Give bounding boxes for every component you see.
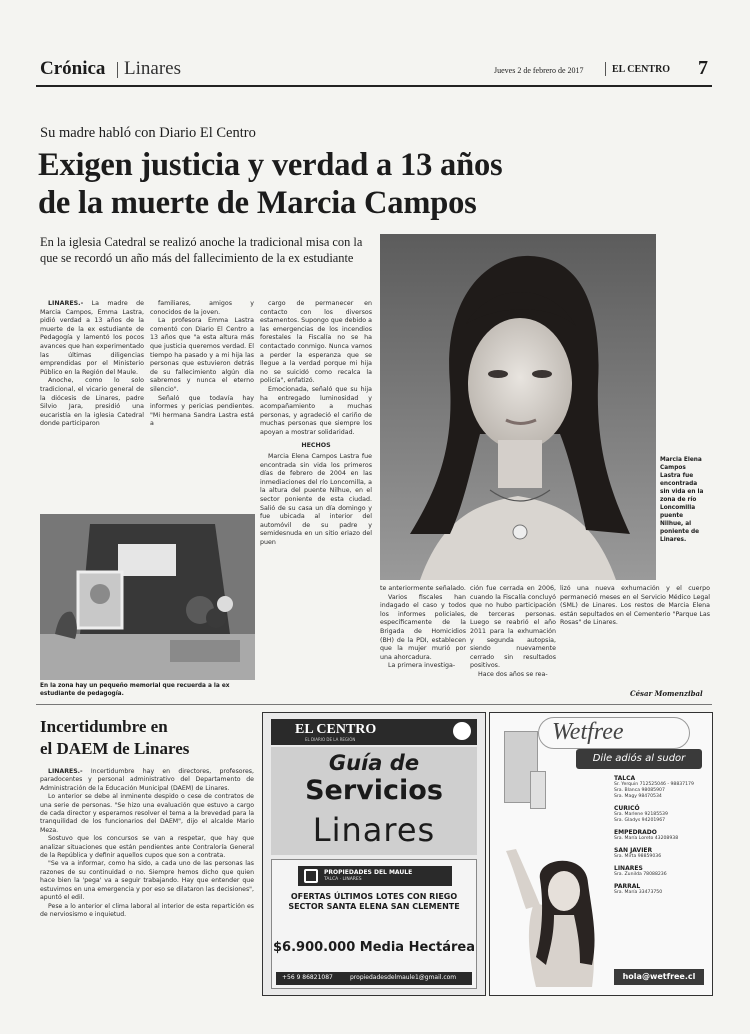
contact-bar — [276, 972, 472, 985]
company-name: PROPIEDADES DEL MAULE — [324, 869, 413, 876]
header-divider — [117, 62, 118, 78]
paragraph: "Se va a informar, como ha sido, a cada uno de las personas las razones de su continuidad o no. Siempre hemos dicho que quien hace bien la 'pega' va a seguir trabajando. Hay que entender que estuvimos en una emergencia y por eso se dilataron las decisiones", apuntó el edil. — [40, 860, 254, 902]
product-bottle-icon — [530, 771, 546, 809]
location-city: LINARES — [614, 865, 643, 872]
distributor-location — [614, 847, 708, 860]
paragraph: Pese a lo anterior el clima laboral al interior de esta repartición es de nerviosismo e inquietud. — [40, 902, 254, 918]
dateline: LINARES.- — [48, 300, 84, 307]
section-rule — [36, 704, 712, 705]
article-title-line: Exigen justicia y verdad a 13 años — [38, 147, 503, 183]
location-city: EMPEDRADO — [614, 829, 657, 836]
ad-masthead: EL CENTRO — [295, 722, 377, 737]
article-kicker: Su madre habló con Diario El Centro — [40, 125, 256, 141]
location-city: PARRAL — [614, 883, 641, 890]
photo-caption: Marcia Elena Campos Lastra fue encontrada sin vida en la zona de río Loncomilla puente Nilhue, al poniente de Linares. — [660, 457, 704, 543]
article-byline: César Momenzibal — [630, 689, 703, 698]
paragraph: La profesora Emma Lastra comentó con Diario El Centro a 13 años que "a esta altura más que justicia queremos verdad. El tiempo ha pasado y a mi hija las personas que estuvieron detrás de su fallecimiento algún día sabremos y nunca el eterno silencio". — [150, 317, 254, 393]
location-contact: Sra. Zunilda 78088236 — [614, 872, 667, 877]
side-article-title — [40, 716, 189, 760]
location-contact: Sra. María Loreto 43208938 — [614, 836, 679, 841]
side-article-title-line: Incertidumbre en — [40, 717, 168, 736]
article-column — [470, 585, 556, 685]
location-contact: Sra. Gladys 94201967 — [614, 818, 666, 823]
header-rule — [36, 85, 712, 87]
article-column — [560, 585, 710, 685]
issue-date: Jueves 2 de febrero de 2017 — [494, 66, 584, 75]
ad-city-text: Linares — [312, 811, 436, 849]
location-contact: Sr. Yerquin 712525046 - 98837179 — [614, 782, 694, 787]
side-article-title-line: el DAEM de Linares — [40, 739, 190, 758]
ad-tagline: EL DIARIO DE LA REGIÓN — [305, 737, 356, 742]
paragraph: familiares, amigos y conocidos de la joven. — [150, 300, 254, 316]
header-divider — [605, 62, 606, 76]
memorial-photo — [40, 514, 255, 680]
subheading: HECHOS — [301, 441, 331, 449]
location-contact: Sra. Blanca 98085907 — [614, 788, 665, 793]
article-column — [260, 300, 372, 584]
distributor-list — [614, 775, 708, 901]
article-column — [150, 300, 254, 506]
slogan-banner: Dile adiós al sudor — [576, 749, 702, 769]
wetfree-ad[interactable] — [489, 712, 713, 996]
real-estate-ad[interactable] — [271, 859, 477, 989]
article-column — [40, 300, 144, 506]
location-contact: Sra. Mirta 98859036 — [614, 854, 662, 859]
paragraph: Varios fiscales han indagado el caso y todos los informes policiales, específicamente de la Brigada de Homicidios (BH) de la PDI, establecen que la mujer murió por una ahorcadura. — [380, 593, 466, 661]
paragraph: Incertidumbre hay en directores, profesores, paradocentes y personal administrativo del Departamento de Administración de la Educación Municipal (DAEM) de Linares. — [40, 768, 254, 792]
section-name: Crónica — [40, 58, 106, 79]
paragraph: Marcia Elena Campos Lastra fue encontrada sin vida los primeros días de febrero de 2004 en las inmediaciones del río Loncomilla, a la altura del puente Nilhue, en el sector poniente de esta ciudad. Salió de su casa un día domingo y fue ubicada al interior del automóvil de su padre y semidesnuda en un sitio eriazo del puen — [260, 453, 372, 547]
ad-servicios-text: Servicios — [305, 775, 443, 806]
location-contact: Sra. María 33473750 — [614, 890, 663, 895]
email-link[interactable]: propiedadesdelmaule1@gmail.com — [350, 974, 457, 981]
article-title-line: de la muerte de Marcia Campos — [38, 185, 477, 221]
paragraph: Lo anterior se debe al inminente despido o cese de contratos de una serie de personas. "Se hizo una evaluación que estuvo a cargo de cada director y esperamos resolver el tema a la brevedad para la tranquilidad de los funcionarios del DAEM", dijo el alcalde Mario Meza. — [40, 793, 254, 834]
paragraph: ción fue cerrada en 2006, cuando la Fiscalía concluyó que no hubo participación de terceras personas. Luego se reabrió el año 2011 para la exhumación y segunda autopsia, siendo nuevamente cerrado sin resultados positivos. — [470, 585, 556, 670]
paragraph: cargo de permanecer en contacto con los diversos estamentos. Supongo que debido a las emergencias de los incendios forestales la Fiscalía no se ha contactado conmigo. Nunca vamos a perder la esperanza que se llegue a la verdad porque mi hija no se suicidó como recalca la policía", enfatizó. — [260, 300, 372, 385]
publication-name: EL CENTRO — [612, 64, 671, 75]
company-bar — [298, 866, 452, 886]
paragraph: Hace dos años se rea- — [478, 670, 548, 678]
portrait-photo — [380, 234, 656, 580]
dateline: LINARES.- — [48, 768, 83, 775]
paragraph: lizó una nueva exhumación y el cuerpo permaneció meses en el Servicio Médico Legal (SML) de Linares. Los restos de Marcia Elena están sepultados en el Cementerio "Parque Las Rosas" de Linares. — [560, 585, 710, 627]
paragraph: La primera investiga- — [388, 662, 456, 670]
article-deck: En la iglesia Catedral se realizó anoche la tradicional misa con la que se recordó un año más del fallecimiento de la ex estudiante — [40, 235, 363, 265]
distributor-location — [614, 883, 708, 896]
page-number: 7 — [698, 57, 708, 79]
photo-caption: En la zona hay un pequeño memorial que recuerda a la ex estudiante de pedagogía. — [40, 683, 230, 697]
location-city: SAN JAVIER — [614, 847, 653, 854]
ad-banner — [271, 747, 477, 855]
article-column — [380, 585, 466, 685]
location-contact: Sra. Magy 98470534 — [614, 794, 662, 799]
offer-text: OFERTAS ÚLTIMOS LOTES CON RIEGO SECTOR SANTA ELENA SAN CLEMENTE — [288, 892, 460, 911]
location-city: CURICÓ — [614, 805, 640, 812]
distributor-location — [614, 865, 708, 878]
article-title — [38, 146, 502, 222]
ad-guia-text: Guía de — [328, 751, 420, 775]
distributor-location — [614, 829, 708, 842]
subsection-name: Linares — [124, 58, 181, 79]
location-city: TALCA — [614, 775, 636, 782]
ad-masthead-bar — [271, 719, 477, 745]
paragraph: Sostuvo que los concursos se van a respetar, que hay que analizar situaciones que están pendientes ante Contraloría General de la República y definir aquellos cupos que son a contrata. — [40, 835, 254, 860]
paragraph: Señaló que todavía hay informes y pericias pendientes. "Mi hermana Sandra Lastra está a — [150, 394, 254, 428]
brand-name: Wetfree — [552, 719, 624, 745]
paragraph: te anteriormente señalado. — [380, 585, 466, 592]
paragraph: La madre de Marcia Campos, Emma Lastra, pidió verdad a 13 años de la muerte de la ex estudiante de Pedagogía y lamentó los pocos avances que han experimentado las últimas diligencias emprendidas por el Ministerio Público en la Región del Maule. — [40, 300, 144, 376]
paragraph: Anoche, como lo solo tradicional, el vicario general de la diócesis de Linares, padre Silvio Jara, presidió una eucaristía en la iglesia Catedral donde participaron — [40, 377, 144, 428]
side-article-body — [40, 768, 254, 1008]
price-text: $6.900.000 Media Hectárea — [273, 940, 475, 955]
location-contact: Sra. Marlene 92185539 — [614, 812, 668, 817]
model-photo — [496, 845, 608, 987]
company-location: TALCA · LINARES — [324, 877, 362, 882]
website-link[interactable]: hola@wetfree.cl — [614, 969, 704, 985]
logo-badge-icon — [453, 722, 471, 740]
guia-servicios-ad[interactable] — [262, 712, 486, 996]
house-icon — [304, 869, 318, 883]
distributor-location — [614, 775, 708, 800]
paragraph: Emocionada, señaló que su hija ha entregado luminosidad y acompañamiento a muchas personas, y agradeció el cariño de muchas personas que siempre los apoyan a mostrar solidaridad. — [260, 385, 372, 436]
phone-number: +56 9 86821087 — [282, 974, 333, 981]
distributor-location — [614, 805, 708, 824]
